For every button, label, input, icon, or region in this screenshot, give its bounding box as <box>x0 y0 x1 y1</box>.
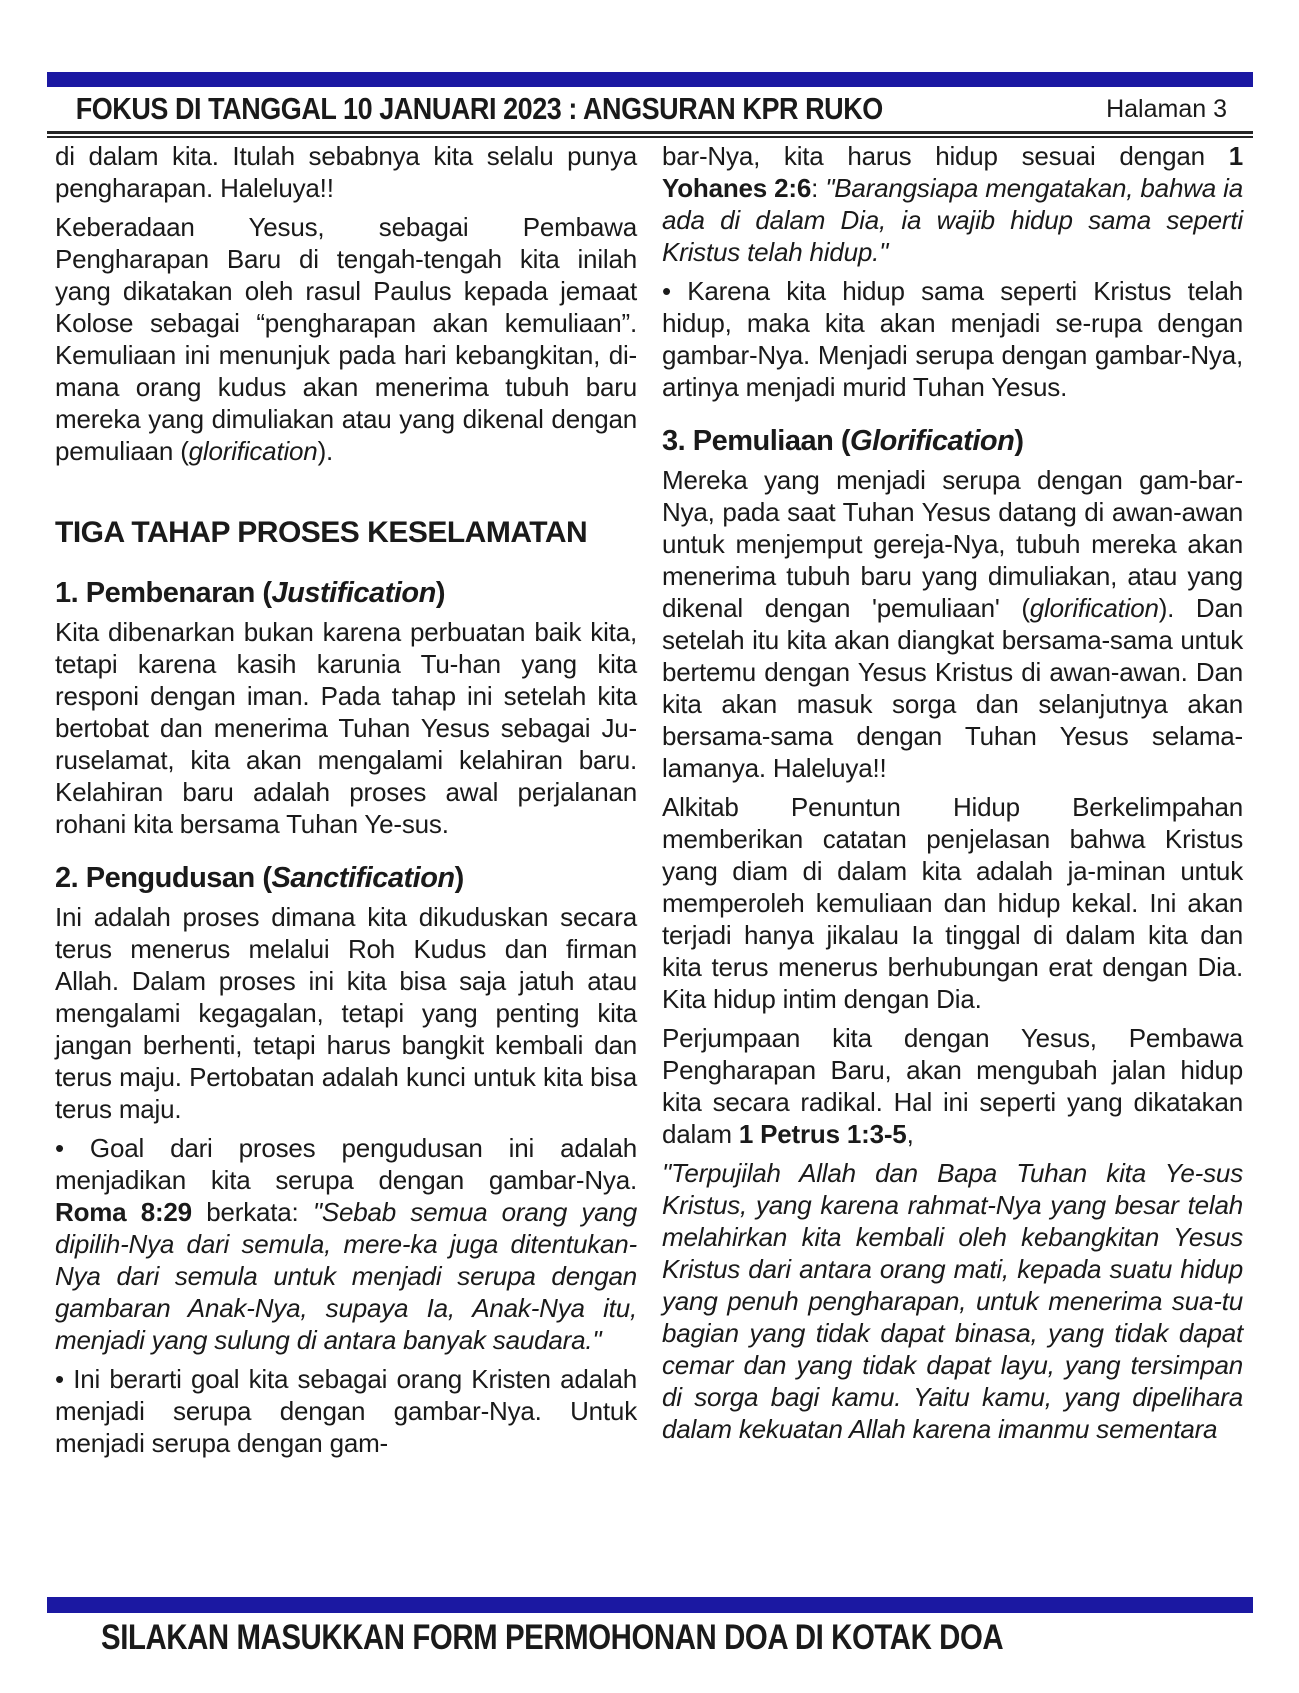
scripture-quote: "Terpujilah Allah dan Bapa Tuhan kita Ye-sus Kristus, yang karena rahmat-Nya yang besar telah melahirkan kita kembali oleh kebangkitan Yesus Kristus dari antara orang mati, kepada suatu hidup yang penuh pengharapan, untuk menerima sua-tu bagian yang tidak dapat binasa, yang tidak dapat cemar dan yang tidak dapat layu, yang tersimpan di sorga bagi kamu. Yaitu kamu, yang dipelihara dalam kekuatan Allah karena imanmu sementara <box>662 1158 1243 1444</box>
paragraph: Perjumpaan kita dengan Yesus, Pembawa Pengharapan Baru, akan mengubah jalan hidup kita secara radikal. Hal ini seperti yang dikatakan dalam 1 Petrus 1:3-5, <box>662 1023 1243 1149</box>
header-divider-rule <box>47 131 1253 138</box>
paragraph: Ini adalah proses dimana kita dikuduskan secara terus menerus melalui Roh Kudus dan firman Allah. Dalam proses ini kita bisa saja jatuh atau mengalami kegagalan, tetapi yang penting kita jangan berhenti, tetapi harus bangkit kembali dan terus maju. Pertobatan adalah kunci untuk kita bisa terus maju. <box>55 902 637 1124</box>
header-blue-bar <box>47 72 1253 87</box>
footer-notice: SILAKAN MASUKKAN FORM PERMOHONAN DOA DI KOTAK DOA <box>101 1618 1004 1657</box>
page-header <box>47 87 1253 131</box>
paragraph: Alkitab Penuntun Hidup Berkelimpahan memberikan catatan penjelasan bahwa Kristus yang diam di dalam kita adalah ja-minan untuk memperoleh kemuliaan dan hidup kekal. Ini akan terjadi hanya jikalau Ia tinggal di dalam kita dan kita terus menerus berhubungan erat dengan Dia. Kita hidup intim dengan Dia. <box>662 792 1243 1014</box>
page-footer <box>47 1613 1253 1693</box>
subsection-heading: 3. Pemuliaan (Glorification) <box>662 425 1024 457</box>
paragraph: di dalam kita. Itulah sebabnya kita selalu punya pengharapan. Haleluya!! <box>55 141 637 203</box>
bullet-paragraph: • Karena kita hidup sama seperti Kristus telah hidup, maka kita akan menjadi se-rupa dengan gambar-Nya. Menjadi serupa dengan gambar-Nya, artinya menjadi murid Tuhan Yesus. <box>662 276 1243 402</box>
bullet-paragraph: • Ini berarti goal kita sebagai orang Kristen adalah menjadi serupa dengan gambar-Nya. Untuk menjadi serupa dengan gam- <box>55 1364 637 1458</box>
paragraph: Mereka yang menjadi serupa dengan gam-bar-Nya, pada saat Tuhan Yesus datang di awan-awan untuk menjemput gereja-Nya, tubuh mereka akan menerima tubuh baru yang dimuliakan, atau yang dikenal dengan 'pemuliaan' (glorification). Dan setelah itu kita akan diangkat bersama-sama untuk bertemu dengan Yesus Kristus di awan-awan. Dan kita akan masuk sorga dan selanjutnya akan bersama-sama dengan Tuhan Yesus selama-lamanya. Haleluya!! <box>662 465 1243 783</box>
footer-blue-bar <box>47 1597 1253 1613</box>
page-title: FOKUS DI TANGGAL 10 JANUARI 2023 : ANGSURAN KPR RUKO <box>75 91 883 126</box>
paragraph: Keberadaan Yesus, sebagai Pembawa Pengharapan Baru di tengah-tengah kita inilah yang dikatakan oleh rasul Paulus kepada jemaat Kolose sebagai “pengharapan akan kemuliaan”. Kemuliaan ini menunjuk pada hari kebangkitan, di-mana orang kudus akan menerima tubuh baru mereka yang dimuliakan atau yang dikenal dengan pemuliaan (glorification). <box>55 212 637 466</box>
paragraph: Kita dibenarkan bukan karena perbuatan baik kita, tetapi karena kasih karunia Tu-han yang kita responi dengan iman. Pada tahap ini setelah kita bertobat dan menerima Tuhan Yesus sebagai Ju-ruselamat, kita akan mengalami kelahiran baru. Kelahiran baru adalah proses awal perjalanan rohani kita bersama Tuhan Ye-sus. <box>55 617 637 839</box>
subsection-heading: 2. Pengudusan (Sanctification) <box>55 862 464 894</box>
left-column <box>55 140 637 1466</box>
subsection-heading: 1. Pembenaran (Justification) <box>55 577 446 609</box>
section-heading: TIGA TAHAP PROSES KESELAMATAN <box>55 516 588 549</box>
paragraph: bar-Nya, kita harus hidup sesuai dengan 1 Yohanes 2:6: "Barangsiapa mengatakan, bahwa ia ada di dalam Dia, ia wajib hidup sama seperti Kristus telah hidup." <box>662 141 1243 267</box>
right-column <box>662 140 1243 1452</box>
bullet-paragraph: • Goal dari proses pengudusan ini adalah menjadikan kita serupa dengan gambar-Nya. Roma 8:29 berkata: "Sebab semua orang yang dipilih-Nya dari semula, mere-ka juga ditentukan-Nya dari semula untuk menjadi serupa dengan gambaran Anak-Nya, supaya Ia, Anak-Nya itu, menjadi yang sulung di antara banyak saudara." <box>55 1133 637 1355</box>
page-number-label: Halaman 3 <box>1106 94 1227 123</box>
